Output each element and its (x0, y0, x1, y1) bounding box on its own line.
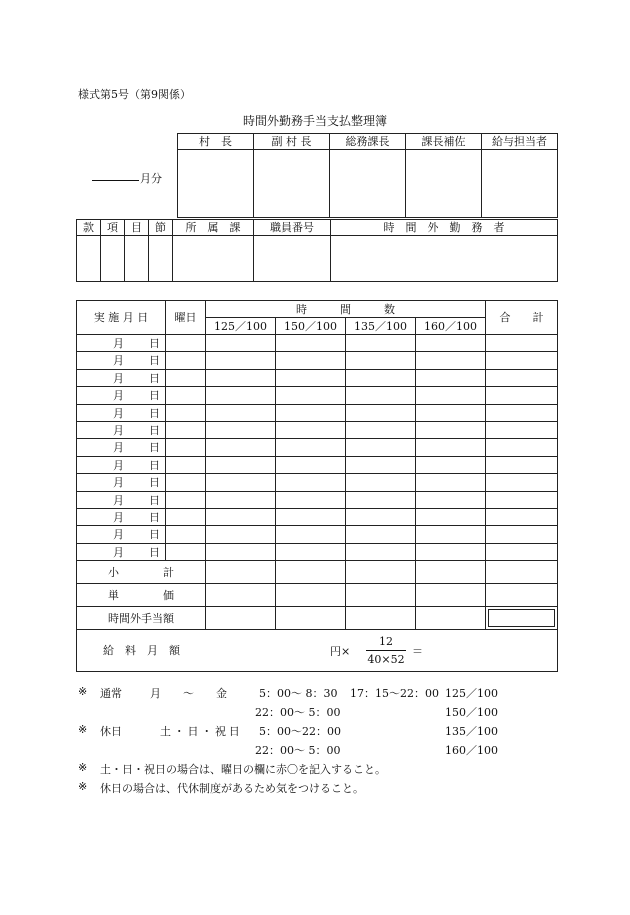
staff-header-kou: 項 (101, 220, 125, 236)
date-rows (77, 335, 558, 561)
day-of-week-cell[interactable] (166, 369, 206, 386)
hours-150-cell[interactable] (276, 456, 346, 473)
staff-employee-number-cell[interactable] (254, 236, 331, 282)
day-label: 日 (149, 528, 160, 542)
hours-125-cell[interactable] (206, 369, 276, 386)
note-days: 月 ～ 金 (150, 687, 227, 700)
unit-price-total-cell[interactable] (486, 584, 558, 607)
date-row (77, 439, 558, 456)
hours-150-cell[interactable] (276, 369, 346, 386)
note-days: 土・日・祝日 (160, 725, 243, 738)
note-rate: 125／100 (445, 687, 498, 700)
overtime-amount-cell[interactable] (346, 607, 416, 630)
hours-150-cell[interactable] (276, 543, 346, 560)
hours-150-cell[interactable] (276, 526, 346, 543)
staff-header-department: 所 属 課 (173, 220, 254, 236)
date-row (77, 404, 558, 421)
hours-125-cell[interactable] (206, 404, 276, 421)
hours-135-cell[interactable] (346, 439, 416, 456)
hours-135-cell[interactable] (346, 526, 416, 543)
note-time1: 5：00～ 8：30 (259, 687, 338, 700)
subtotal-label: 小 計 (77, 561, 206, 584)
day-of-week-header: 曜日 (166, 301, 206, 335)
hours-160-cell[interactable] (416, 439, 486, 456)
note-type: 通常 (100, 687, 122, 700)
unit-price-cell[interactable] (206, 584, 276, 607)
row-total-cell[interactable] (486, 508, 558, 525)
unit-price-cell[interactable] (276, 584, 346, 607)
overtime-amount-total-cell[interactable] (486, 607, 558, 630)
row-total-cell[interactable] (486, 526, 558, 543)
overtime-amount-cell[interactable] (416, 607, 486, 630)
total-header: 合 計 (486, 301, 558, 335)
day-of-week-cell[interactable] (166, 439, 206, 456)
day-label: 日 (149, 423, 160, 437)
staff-worker-name-cell[interactable] (331, 236, 558, 282)
row-total-cell[interactable] (486, 369, 558, 386)
date-cell[interactable] (77, 456, 166, 473)
month-label: 月 (113, 545, 124, 559)
hours-150-cell[interactable] (276, 404, 346, 421)
date-header: 実 施 月 日 (77, 301, 166, 335)
day-label: 日 (149, 458, 160, 472)
hours-150-cell[interactable] (276, 491, 346, 508)
formula-numerator: 12 (379, 635, 393, 649)
date-row (77, 387, 558, 404)
hours-125-cell[interactable] (206, 456, 276, 473)
note-time1: 5：00～22：00 (259, 725, 341, 738)
row-total-cell[interactable] (486, 543, 558, 560)
overtime-amount-label: 時間外手当額 (77, 607, 206, 630)
date-row (77, 526, 558, 543)
staff-kou-cell[interactable] (101, 236, 125, 282)
hours-135-cell[interactable] (346, 352, 416, 369)
day-label: 日 (149, 493, 160, 507)
rate-160-header: 160／100 (416, 318, 486, 335)
approval-stamp-cell[interactable] (330, 150, 406, 218)
approval-header-assistant: 課長補佐 (406, 134, 482, 150)
day-label: 日 (149, 389, 160, 403)
hours-160-cell[interactable] (416, 543, 486, 560)
day-of-week-cell[interactable] (166, 404, 206, 421)
staff-header-setsu: 節 (149, 220, 173, 236)
day-of-week-cell[interactable] (166, 508, 206, 525)
approval-header-deputy-mayor: 副 村 長 (254, 134, 330, 150)
date-row (77, 369, 558, 386)
date-cell[interactable] (77, 404, 166, 421)
day-of-week-cell[interactable] (166, 387, 206, 404)
note-time2: 17：15～22：00 (350, 687, 439, 700)
hours-125-cell[interactable] (206, 508, 276, 525)
formula-equals: ＝ (412, 645, 423, 659)
month-label: 月 (113, 406, 124, 420)
month-label: 月分 (140, 172, 162, 185)
salary-label: 給 料 月 額 (103, 644, 180, 658)
approval-header-payroll: 給与担当者 (482, 134, 558, 150)
date-cell[interactable] (77, 491, 166, 508)
hours-125-cell[interactable] (206, 526, 276, 543)
hours-135-cell[interactable] (346, 456, 416, 473)
unit-price-cell[interactable] (416, 584, 486, 607)
date-row (77, 491, 558, 508)
salary-formula (330, 636, 450, 666)
hours-160-cell[interactable] (416, 508, 486, 525)
month-label: 月 (113, 493, 124, 507)
hours-125-cell[interactable] (206, 474, 276, 491)
hours-125-cell[interactable] (206, 387, 276, 404)
date-row (77, 352, 558, 369)
hours-150-cell[interactable] (276, 421, 346, 438)
row-total-cell[interactable] (486, 335, 558, 352)
unit-price-cell[interactable] (346, 584, 416, 607)
hours-160-cell[interactable] (416, 387, 486, 404)
date-cell[interactable] (77, 352, 166, 369)
approval-header-mayor: 村 長 (178, 134, 254, 150)
formula-prefix: 円× (330, 645, 351, 659)
hours-125-cell[interactable] (206, 352, 276, 369)
rate-125-header: 125／100 (206, 318, 276, 335)
date-cell[interactable] (77, 335, 166, 352)
subtotal-cell[interactable] (206, 561, 276, 584)
day-label: 日 (149, 337, 160, 350)
hours-160-cell[interactable] (416, 491, 486, 508)
date-cell[interactable] (77, 526, 166, 543)
date-cell[interactable] (77, 543, 166, 560)
staff-header-overtime-worker: 時 間 外 勤 務 者 (331, 220, 558, 236)
date-cell[interactable] (77, 508, 166, 525)
hours-135-cell[interactable] (346, 421, 416, 438)
staff-setsu-cell[interactable] (149, 236, 173, 282)
staff-department-cell[interactable] (173, 236, 254, 282)
hours-125-cell[interactable] (206, 421, 276, 438)
rate-150-header: 150／100 (276, 318, 346, 335)
approval-stamp-cell[interactable] (482, 150, 558, 218)
hours-160-cell[interactable] (416, 335, 486, 352)
form-number: 様式第5号（第9関係） (78, 88, 191, 101)
month-label: 月 (113, 510, 124, 524)
note-substitute-holiday (78, 780, 598, 799)
day-of-week-cell[interactable] (166, 335, 206, 352)
unit-price-label: 単 価 (77, 584, 206, 607)
note-mark: ※ (78, 761, 88, 774)
hours-135-cell[interactable] (346, 491, 416, 508)
month-label: 月 (113, 354, 124, 368)
subtotal-cell[interactable] (346, 561, 416, 584)
approval-header-general-affairs: 総務課長 (330, 134, 406, 150)
month-label: 月 (113, 371, 124, 385)
hours-150-cell[interactable] (276, 474, 346, 491)
day-label: 日 (149, 441, 160, 455)
formula-fraction-bar (366, 650, 406, 651)
row-total-cell[interactable] (486, 439, 558, 456)
note-rate: 150／100 (445, 706, 498, 719)
hours-160-cell[interactable] (416, 421, 486, 438)
hours-125-cell[interactable] (206, 335, 276, 352)
note-weekday-night (78, 704, 598, 723)
hours-135-cell[interactable] (346, 543, 416, 560)
subtotal-cell[interactable] (276, 561, 346, 584)
day-label: 日 (149, 545, 160, 559)
hours-160-cell[interactable] (416, 369, 486, 386)
date-row (77, 508, 558, 525)
day-label: 日 (149, 354, 160, 368)
formula-denominator: 40×52 (367, 653, 405, 667)
day-label: 日 (149, 510, 160, 524)
staff-header-employee-number: 職員番号 (254, 220, 331, 236)
note-holiday-night (78, 742, 598, 761)
day-label: 日 (149, 476, 160, 490)
hours-125-cell[interactable] (206, 543, 276, 560)
row-total-cell[interactable] (486, 352, 558, 369)
date-row (77, 543, 558, 560)
month-label: 月 (113, 458, 124, 472)
day-label: 日 (149, 371, 160, 385)
row-total-cell[interactable] (486, 456, 558, 473)
date-row (77, 421, 558, 438)
day-label: 日 (149, 406, 160, 420)
day-of-week-cell[interactable] (166, 491, 206, 508)
note-text: 土・日・祝日の場合は、曜日の欄に赤〇を記入すること。 (100, 763, 386, 776)
rate-135-header: 135／100 (346, 318, 416, 335)
hours-125-cell[interactable] (206, 491, 276, 508)
note-rate: 135／100 (445, 725, 498, 738)
note-type: 休日 (100, 725, 122, 738)
note-mark: ※ (78, 780, 88, 793)
note-weekday (78, 685, 598, 704)
month-label: 月 (113, 337, 124, 350)
row-total-cell[interactable] (486, 421, 558, 438)
staff-header-moku: 目 (125, 220, 149, 236)
approval-stamp-cell[interactable] (254, 150, 330, 218)
note-time1: 22：00～ 5：00 (255, 744, 341, 757)
hours-150-cell[interactable] (276, 352, 346, 369)
note-mark: ※ (78, 685, 88, 698)
month-underline (92, 180, 139, 181)
note-holiday (78, 723, 598, 742)
hours-table (76, 300, 558, 672)
month-label: 月 (113, 423, 124, 437)
note-text: 休日の場合は、代休制度があるため気をつけること。 (100, 782, 364, 795)
day-of-week-cell[interactable] (166, 474, 206, 491)
date-row (77, 335, 558, 352)
hours-125-cell[interactable] (206, 439, 276, 456)
day-of-week-cell[interactable] (166, 352, 206, 369)
hours-135-cell[interactable] (346, 387, 416, 404)
hours-150-cell[interactable] (276, 387, 346, 404)
date-row (77, 456, 558, 473)
subtotal-total-cell[interactable] (486, 561, 558, 584)
date-cell[interactable] (77, 439, 166, 456)
staff-moku-cell[interactable] (125, 236, 149, 282)
hours-160-cell[interactable] (416, 526, 486, 543)
hours-160-cell[interactable] (416, 404, 486, 421)
date-row (77, 474, 558, 491)
hours-header: 時 間 数 (206, 301, 486, 318)
day-of-week-cell[interactable] (166, 526, 206, 543)
note-mark: ※ (78, 723, 88, 736)
subtotal-cell[interactable] (416, 561, 486, 584)
overtime-amount-cell[interactable] (206, 607, 276, 630)
date-cell[interactable] (77, 474, 166, 491)
hours-150-cell[interactable] (276, 439, 346, 456)
note-red-circle (78, 761, 598, 780)
approval-table (177, 133, 558, 218)
staff-table (76, 219, 558, 282)
month-label: 月 (113, 441, 124, 455)
staff-header-kan: 款 (77, 220, 101, 236)
notes (78, 685, 598, 799)
hours-150-cell[interactable] (276, 335, 346, 352)
hours-160-cell[interactable] (416, 474, 486, 491)
date-cell[interactable] (77, 387, 166, 404)
hours-160-cell[interactable] (416, 352, 486, 369)
note-time1: 22：00～ 5：00 (255, 706, 341, 719)
note-rate: 160／100 (445, 744, 498, 757)
staff-kan-cell[interactable] (77, 236, 101, 282)
hours-135-cell[interactable] (346, 404, 416, 421)
row-total-cell[interactable] (486, 387, 558, 404)
page-title: 時間外勤務手当支払整理簿 (242, 114, 387, 128)
month-label: 月 (113, 476, 124, 490)
date-cell[interactable] (77, 421, 166, 438)
hours-160-cell[interactable] (416, 456, 486, 473)
hours-135-cell[interactable] (346, 369, 416, 386)
day-of-week-cell[interactable] (166, 421, 206, 438)
hours-135-cell[interactable] (346, 508, 416, 525)
salary-row (77, 630, 558, 672)
hours-150-cell[interactable] (276, 508, 346, 525)
day-of-week-cell[interactable] (166, 456, 206, 473)
overtime-amount-cell[interactable] (276, 607, 346, 630)
hours-135-cell[interactable] (346, 474, 416, 491)
row-total-cell[interactable] (486, 404, 558, 421)
approval-stamp-cell[interactable] (406, 150, 482, 218)
month-label: 月 (113, 528, 124, 542)
row-total-cell[interactable] (486, 491, 558, 508)
hours-135-cell[interactable] (346, 335, 416, 352)
row-total-cell[interactable] (486, 474, 558, 491)
approval-stamp-cell[interactable] (178, 150, 254, 218)
date-cell[interactable] (77, 369, 166, 386)
day-of-week-cell[interactable] (166, 543, 206, 560)
month-label: 月 (113, 389, 124, 403)
